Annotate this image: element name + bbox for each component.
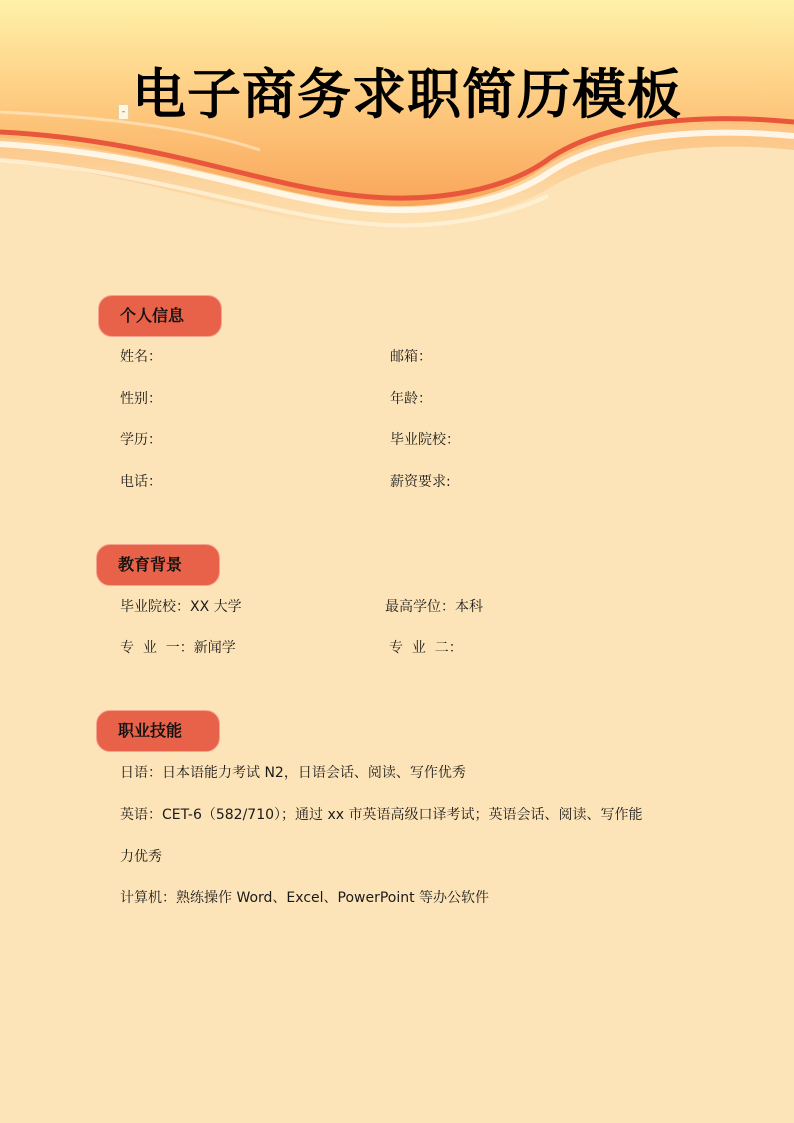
field-highest-degree: 最高学位：本科 xyxy=(385,599,483,615)
field-major-two: 专 业 二： xyxy=(389,640,463,656)
field-degree: 学历： xyxy=(120,432,162,448)
skill-line-english-cont: 力优秀 xyxy=(120,849,162,865)
skill-line-japanese: 日语：日本语能力考试 N2，日语会话、阅读、写作优秀 xyxy=(120,765,466,781)
skill-line-english: 英语：CET-6（582/710）；通过 xx 市英语高级口译考试；英语会话、阅读、写作能 xyxy=(120,807,643,823)
field-email: 邮箱： xyxy=(390,349,432,365)
field-phone: 电话： xyxy=(120,474,162,490)
section-heading-education: 教育背景 xyxy=(96,544,220,586)
field-age: 年龄： xyxy=(390,391,432,407)
field-gender: 性别： xyxy=(120,391,162,407)
header-wave-decoration xyxy=(0,0,794,260)
field-salary: 薪资要求: xyxy=(390,474,451,490)
field-edu-school: 毕业院校：XX 大学 xyxy=(120,599,242,615)
skill-line-computer: 计算机：熟练操作 Word、Excel、PowerPoint 等办公软件 xyxy=(120,890,490,906)
field-school: 毕业院校： xyxy=(390,432,460,448)
page-title: 电子商务求职简历模板 xyxy=(132,63,682,126)
field-name: 姓名： xyxy=(120,349,162,365)
section-heading-skills: 职业技能 xyxy=(96,710,220,752)
small-marker: - xyxy=(118,104,129,120)
section-heading-personal: 个人信息 xyxy=(98,295,222,337)
field-major-one: 专 业 一：新闻学 xyxy=(120,640,236,656)
